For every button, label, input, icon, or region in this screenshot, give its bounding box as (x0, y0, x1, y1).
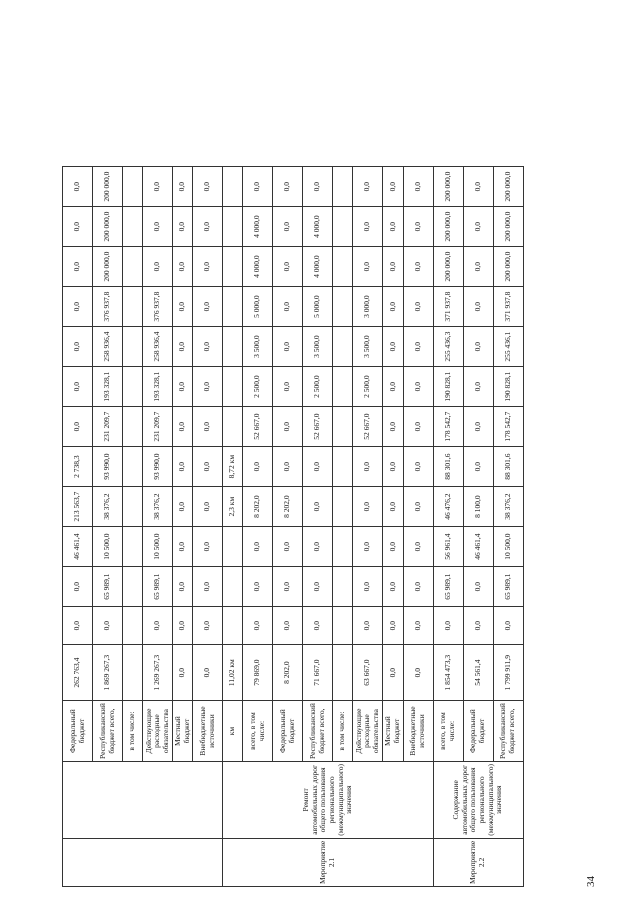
year-value-cell: 213 563,7 (63, 487, 93, 527)
year-value-cell: 0,0 (273, 447, 303, 487)
year-value-cell: 0,0 (383, 167, 403, 207)
total-value-cell: 1 854 473,3 (433, 645, 463, 701)
year-value-cell: 0,0 (193, 567, 223, 607)
year-value-cell: 0,0 (383, 247, 403, 287)
year-value-cell: 0,0 (403, 327, 433, 367)
year-value-cell (123, 207, 143, 247)
year-value-cell: 0,0 (383, 207, 403, 247)
year-value-cell: 0,0 (193, 607, 223, 645)
year-value-cell: 0,0 (193, 367, 223, 407)
year-value-cell: 200 000,0 (93, 167, 123, 207)
year-value-cell: 255 436,3 (433, 327, 463, 367)
year-value-cell: 0,0 (353, 487, 383, 527)
year-value-cell: 0,0 (383, 407, 403, 447)
year-value-cell: 190 828,1 (493, 367, 523, 407)
year-value-cell: 38 376,2 (143, 487, 173, 527)
year-value-cell: 46 461,4 (63, 527, 93, 567)
year-value-cell: 258 936,4 (143, 327, 173, 367)
funding-source-cell: Федеральный бюджет (63, 701, 93, 762)
year-value-cell: 178 542,7 (493, 407, 523, 447)
table-row (433, 127, 463, 887)
total-value-cell: 0,0 (193, 645, 223, 701)
total-value-cell: 54 561,4 (463, 645, 493, 701)
year-value-cell: 200 000,0 (433, 247, 463, 287)
funding-source-cell: Внебюджетные источники (193, 701, 223, 762)
year-value-cell: 0,0 (243, 167, 273, 207)
year-value-cell: 371 937,8 (493, 287, 523, 327)
year-value-cell: 0,0 (273, 527, 303, 567)
year-value-cell: 200 000,0 (493, 207, 523, 247)
year-value-cell: 65 989,1 (433, 567, 463, 607)
funding-source-cell: в том числе: (333, 701, 353, 762)
year-value-cell: 0,0 (243, 447, 273, 487)
year-value-cell (123, 567, 143, 607)
year-value-cell (333, 487, 353, 527)
year-value-cell: 0,0 (273, 607, 303, 645)
year-value-cell: 5 000,0 (303, 287, 333, 327)
year-value-cell: 0,0 (173, 247, 193, 287)
total-value-cell: 0,0 (403, 645, 433, 701)
year-value-cell: 0,0 (403, 167, 433, 207)
funding-source-cell: в том числе: (123, 701, 143, 762)
year-value-cell: 0,0 (173, 607, 193, 645)
year-value-cell: 4 000,0 (243, 207, 273, 247)
year-value-cell: 0,0 (463, 607, 493, 645)
table-row (63, 127, 93, 887)
total-value-cell: 71 667,0 (303, 645, 333, 701)
year-value-cell: 0,0 (173, 527, 193, 567)
year-value-cell: 3 500,0 (243, 327, 273, 367)
year-value-cell: 10 500,0 (493, 527, 523, 567)
year-value-cell: 0,0 (403, 407, 433, 447)
year-value-cell: 0,0 (403, 447, 433, 487)
year-value-cell: 0,0 (143, 207, 173, 247)
program-code-cell: Мероприятие 2.2 (433, 838, 523, 886)
year-value-cell: 46 476,2 (433, 487, 463, 527)
year-value-cell (123, 447, 143, 487)
year-value-cell: 0,0 (193, 527, 223, 567)
year-value-cell (123, 287, 143, 327)
year-value-cell: 10 500,0 (93, 527, 123, 567)
year-value-cell: 193 328,1 (143, 367, 173, 407)
year-value-cell (223, 407, 243, 447)
year-value-cell: 0,0 (383, 527, 403, 567)
year-value-cell: 0,0 (63, 287, 93, 327)
year-value-cell: 0,0 (193, 167, 223, 207)
year-value-cell: 0,0 (173, 567, 193, 607)
year-value-cell: 56 961,4 (433, 527, 463, 567)
year-value-cell: 0,0 (193, 487, 223, 527)
year-value-cell (223, 247, 243, 287)
total-value-cell: 8 202,0 (273, 645, 303, 701)
total-value-cell: 11,02 км (223, 645, 243, 701)
year-value-cell: 52 667,0 (303, 407, 333, 447)
year-value-cell: 0,0 (383, 327, 403, 367)
year-value-cell: 3 000,0 (353, 287, 383, 327)
year-value-cell: 0,0 (143, 167, 173, 207)
funding-source-cell: всего, в том числе: (243, 701, 273, 762)
year-value-cell: 0,0 (353, 207, 383, 247)
year-value-cell: 0,0 (63, 167, 93, 207)
year-value-cell (333, 567, 353, 607)
year-value-cell: 0,0 (273, 407, 303, 447)
year-value-cell (123, 247, 143, 287)
total-value-cell: 1 269 267,3 (143, 645, 173, 701)
total-value-cell (333, 645, 353, 701)
year-value-cell: 0,0 (353, 567, 383, 607)
total-value-cell: 262 763,4 (63, 645, 93, 701)
year-value-cell: 65 989,1 (93, 567, 123, 607)
funding-source-cell: Внебюджетные источники (403, 701, 433, 762)
year-value-cell: 0,0 (243, 567, 273, 607)
year-value-cell: 0,0 (193, 327, 223, 367)
year-value-cell (333, 367, 353, 407)
year-value-cell: 0,0 (63, 367, 93, 407)
total-value-cell: 1 869 267,3 (93, 645, 123, 701)
year-value-cell (333, 527, 353, 567)
year-value-cell: 4 000,0 (303, 207, 333, 247)
year-value-cell: 0,0 (193, 447, 223, 487)
year-value-cell: 52 667,0 (353, 407, 383, 447)
year-value-cell: 0,0 (273, 207, 303, 247)
year-value-cell (333, 607, 353, 645)
year-value-cell (333, 407, 353, 447)
year-value-cell: 0,0 (63, 327, 93, 367)
funding-source-cell: Местный бюджет (383, 701, 403, 762)
year-value-cell: 0,0 (463, 447, 493, 487)
year-value-cell: 0,0 (173, 367, 193, 407)
year-value-cell: 0,0 (383, 287, 403, 327)
funding-source-cell: Действующие расходные обязательства (143, 701, 173, 762)
year-value-cell: 2 738,3 (63, 447, 93, 487)
year-value-cell (333, 167, 353, 207)
funding-source-cell: Республиканский бюджет всего, (93, 701, 123, 762)
year-value-cell: 0,0 (173, 407, 193, 447)
year-value-cell: 0,0 (173, 447, 193, 487)
year-value-cell: 0,0 (303, 567, 333, 607)
year-value-cell: 376 937,8 (143, 287, 173, 327)
funding-source-cell: Местный бюджет (173, 701, 193, 762)
table-row (223, 127, 243, 887)
year-value-cell: 0,0 (353, 607, 383, 645)
year-value-cell: 4 000,0 (243, 247, 273, 287)
year-value-cell: 88 301,6 (493, 447, 523, 487)
year-value-cell: 0,0 (383, 487, 403, 527)
year-value-cell (123, 527, 143, 567)
year-value-cell: 231 209,7 (143, 407, 173, 447)
year-value-cell: 2,3 км (223, 487, 243, 527)
total-value-cell (123, 645, 143, 701)
year-value-cell: 193 328,1 (93, 367, 123, 407)
year-value-cell: 8 202,0 (243, 487, 273, 527)
year-value-cell: 38 376,2 (93, 487, 123, 527)
year-value-cell: 4 000,0 (303, 247, 333, 287)
year-value-cell: 190 828,1 (433, 367, 463, 407)
year-value-cell (223, 607, 243, 645)
year-value-cell: 5 000,0 (243, 287, 273, 327)
year-value-cell: 0,0 (243, 607, 273, 645)
year-value-cell: 0,0 (403, 247, 433, 287)
year-value-cell: 46 461,4 (463, 527, 493, 567)
year-value-cell: 0,0 (273, 287, 303, 327)
year-value-cell: 0,0 (63, 407, 93, 447)
year-value-cell (123, 607, 143, 645)
year-value-cell (333, 327, 353, 367)
year-value-cell (223, 367, 243, 407)
year-value-cell: 0,0 (193, 207, 223, 247)
year-value-cell: 0,0 (143, 607, 173, 645)
year-value-cell: 178 542,7 (433, 407, 463, 447)
year-value-cell: 200 000,0 (93, 247, 123, 287)
year-value-cell (223, 287, 243, 327)
year-value-cell: 3 500,0 (303, 327, 333, 367)
year-value-cell: 0,0 (63, 607, 93, 645)
year-value-cell: 0,0 (173, 207, 193, 247)
year-value-cell: 0,0 (173, 167, 193, 207)
year-value-cell: 0,0 (193, 407, 223, 447)
year-value-cell: 0,0 (303, 607, 333, 645)
year-value-cell: 0,0 (383, 367, 403, 407)
funding-source-cell: км (223, 701, 243, 762)
funding-source-cell: Республиканский бюджет всего, (493, 701, 523, 762)
year-value-cell: 3 500,0 (353, 327, 383, 367)
year-value-cell: 0,0 (303, 167, 333, 207)
funding-source-cell: Действующие расходные обязательства (353, 701, 383, 762)
year-value-cell: 0,0 (193, 247, 223, 287)
year-value-cell (123, 407, 143, 447)
program-code-cell (63, 838, 223, 886)
year-value-cell: 200 000,0 (433, 207, 463, 247)
year-value-cell: 65 989,1 (143, 567, 173, 607)
year-value-cell: 0,0 (63, 567, 93, 607)
year-value-cell: 8 202,0 (273, 487, 303, 527)
year-value-cell: 0,0 (463, 367, 493, 407)
year-value-cell: 2 500,0 (243, 367, 273, 407)
year-value-cell: 0,0 (463, 247, 493, 287)
year-value-cell: 0,0 (63, 247, 93, 287)
event-name-cell: Содержание автомобильных дорог общего пользования регионального (межмуниципального) значения (433, 761, 523, 838)
year-value-cell: 10 500,0 (143, 527, 173, 567)
year-value-cell: 0,0 (273, 167, 303, 207)
year-value-cell: 0,0 (463, 287, 493, 327)
budget-table (62, 126, 524, 887)
program-code-cell: Мероприятие 2.1 (223, 838, 433, 886)
year-value-cell (223, 167, 243, 207)
year-value-cell: 0,0 (353, 247, 383, 287)
year-value-cell (223, 527, 243, 567)
year-value-cell: 0,0 (403, 287, 433, 327)
year-value-cell: 0,0 (173, 327, 193, 367)
year-value-cell: 0,0 (463, 567, 493, 607)
year-value-cell: 0,0 (303, 447, 333, 487)
year-value-cell (333, 447, 353, 487)
year-value-cell: 0,0 (403, 207, 433, 247)
year-value-cell: 0,0 (493, 607, 523, 645)
year-value-cell: 38 376,2 (493, 487, 523, 527)
year-value-cell (123, 167, 143, 207)
year-value-cell (123, 487, 143, 527)
year-value-cell (123, 327, 143, 367)
year-value-cell: 231 209,7 (93, 407, 123, 447)
year-value-cell: 0,0 (353, 167, 383, 207)
year-value-cell: 93 990,0 (93, 447, 123, 487)
year-value-cell (123, 367, 143, 407)
year-value-cell: 0,0 (193, 287, 223, 327)
year-value-cell: 0,0 (143, 247, 173, 287)
year-value-cell: 0,0 (173, 287, 193, 327)
year-value-cell: 0,0 (93, 607, 123, 645)
year-value-cell: 0,0 (403, 567, 433, 607)
year-value-cell: 0,0 (273, 247, 303, 287)
year-value-cell (223, 207, 243, 247)
year-value-cell (333, 247, 353, 287)
year-value-cell: 0,0 (173, 487, 193, 527)
year-value-cell: 200 000,0 (93, 207, 123, 247)
year-value-cell: 0,0 (303, 487, 333, 527)
year-value-cell: 8 100,0 (463, 487, 493, 527)
year-value-cell: 88 301,6 (433, 447, 463, 487)
year-value-cell: 52 667,0 (243, 407, 273, 447)
total-value-cell: 0,0 (173, 645, 193, 701)
total-value-cell: 63 667,0 (353, 645, 383, 701)
year-value-cell: 0,0 (63, 207, 93, 247)
year-value-cell (333, 207, 353, 247)
event-name-cell (63, 761, 223, 838)
funding-source-cell: Федеральный бюджет (463, 701, 493, 762)
total-value-cell: 1 799 911,9 (493, 645, 523, 701)
year-value-cell: 371 937,8 (433, 287, 463, 327)
year-value-cell: 376 937,8 (93, 287, 123, 327)
funding-source-cell: Республиканский бюджет всего, (303, 701, 333, 762)
year-value-cell: 93 990,0 (143, 447, 173, 487)
funding-source-cell: всего, в том числе: (433, 701, 463, 762)
year-value-cell: 2 500,0 (303, 367, 333, 407)
year-value-cell: 258 936,4 (93, 327, 123, 367)
year-value-cell: 0,0 (403, 367, 433, 407)
page-number: 34 (585, 876, 597, 887)
year-value-cell: 200 000,0 (433, 167, 463, 207)
year-value-cell (333, 287, 353, 327)
year-value-cell: 0,0 (273, 367, 303, 407)
year-value-cell: 0,0 (403, 607, 433, 645)
year-value-cell: 200 000,0 (493, 167, 523, 207)
year-value-cell: 0,0 (463, 407, 493, 447)
year-value-cell: 0,0 (273, 567, 303, 607)
funding-source-cell: Федеральный бюджет (273, 701, 303, 762)
year-value-cell (223, 327, 243, 367)
year-value-cell: 0,0 (463, 207, 493, 247)
year-value-cell: 0,0 (403, 527, 433, 567)
year-value-cell: 0,0 (273, 327, 303, 367)
event-name-cell: Ремонт автомобильных дорог общего пользования регионального (межмуниципального) значения (223, 761, 433, 838)
year-value-cell: 0,0 (383, 447, 403, 487)
year-value-cell: 0,0 (243, 527, 273, 567)
year-value-cell: 0,0 (403, 487, 433, 527)
year-value-cell: 65 989,1 (493, 567, 523, 607)
total-value-cell: 79 869,0 (243, 645, 273, 701)
year-value-cell: 0,0 (433, 607, 463, 645)
year-value-cell: 0,0 (353, 447, 383, 487)
total-value-cell: 0,0 (383, 645, 403, 701)
year-value-cell (223, 567, 243, 607)
year-value-cell: 0,0 (383, 567, 403, 607)
year-value-cell: 0,0 (383, 607, 403, 645)
year-value-cell: 2 500,0 (353, 367, 383, 407)
year-value-cell: 0,0 (353, 527, 383, 567)
year-value-cell: 0,0 (463, 167, 493, 207)
year-value-cell: 0,0 (303, 527, 333, 567)
year-value-cell: 0,0 (463, 327, 493, 367)
year-value-cell: 255 436,1 (493, 327, 523, 367)
year-value-cell: 8,72 км (223, 447, 243, 487)
year-value-cell: 200 000,0 (493, 247, 523, 287)
